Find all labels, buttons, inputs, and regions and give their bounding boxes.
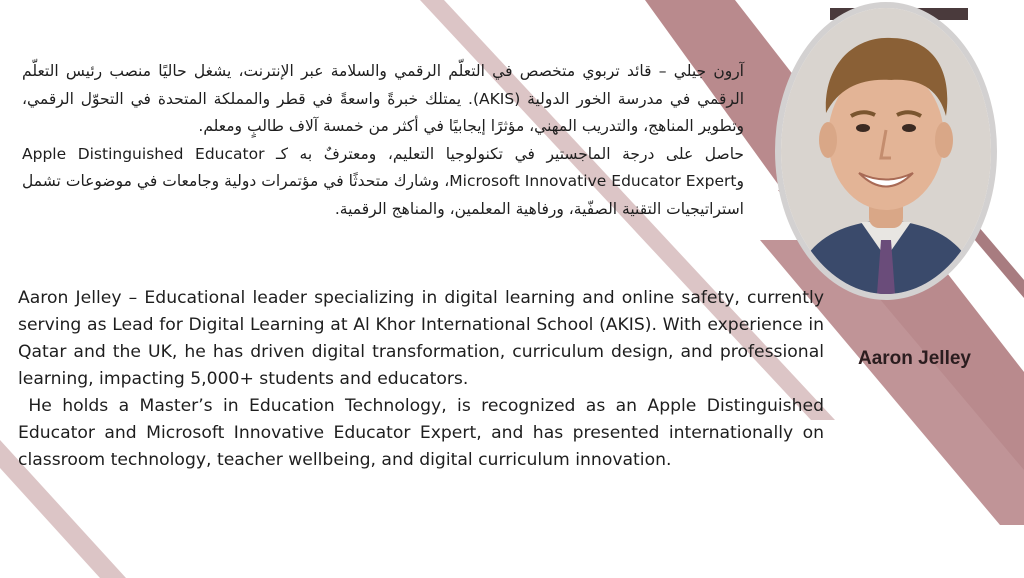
profile-name-caption: Aaron Jelley [858, 348, 971, 369]
arabic-paragraph-1: آرون جيلي – قائد تربوي متخصص في التعلّم الرقمي والسلامة عبر الإنترنت، يشغل حاليًا منصب رئيس التعلّم الرقمي في مدرسة الخور الدولية (AKIS). يمتلك خبرةً واسعةً في قطر والمملكة المتحدة في التحوّل الرقمي، وتطوير المناهج، والتدريب المهني، مؤثرًا إيجابيًا في أكثر من خمسة آلاف طالبٍ ومعلم. [22, 62, 744, 135]
arabic-paragraph-2: حاصل على درجة الماجستير في تكنولوجيا التعليم، ومعترفٌ به كـ Apple Distinguished Educator وMicrosoft Innovative Educator Expert، وشارك متحدثًا في مؤتمرات دولية وجامعات في موضوعات تشمل استراتيجيات التقنية الصفّية، ورفاهية المعلمين، والمناهج الرقمية. [22, 144, 744, 218]
arabic-biography [22, 58, 744, 223]
profile-photo-icon [781, 8, 991, 294]
english-paragraph-2: He holds a Master’s in Education Technology, is recognized as an Apple Distinguished Educator and Microsoft Innovative Educator Expert, and has presented internationally on classroom technology, teacher wellbeing, and digital curriculum innovation. [18, 396, 824, 470]
english-paragraph-1: Aaron Jelley – Educational leader specializing in digital learning and online safety, currently serving as Lead for Digital Learning at Al Khor International School (AKIS). With experience in Qatar and the UK, he has driven digital transformation, curriculum design, and professional learning, impacting 5,000+ students and educators. [18, 288, 824, 389]
profile-photo-frame [775, 2, 997, 300]
english-biography [18, 285, 824, 474]
